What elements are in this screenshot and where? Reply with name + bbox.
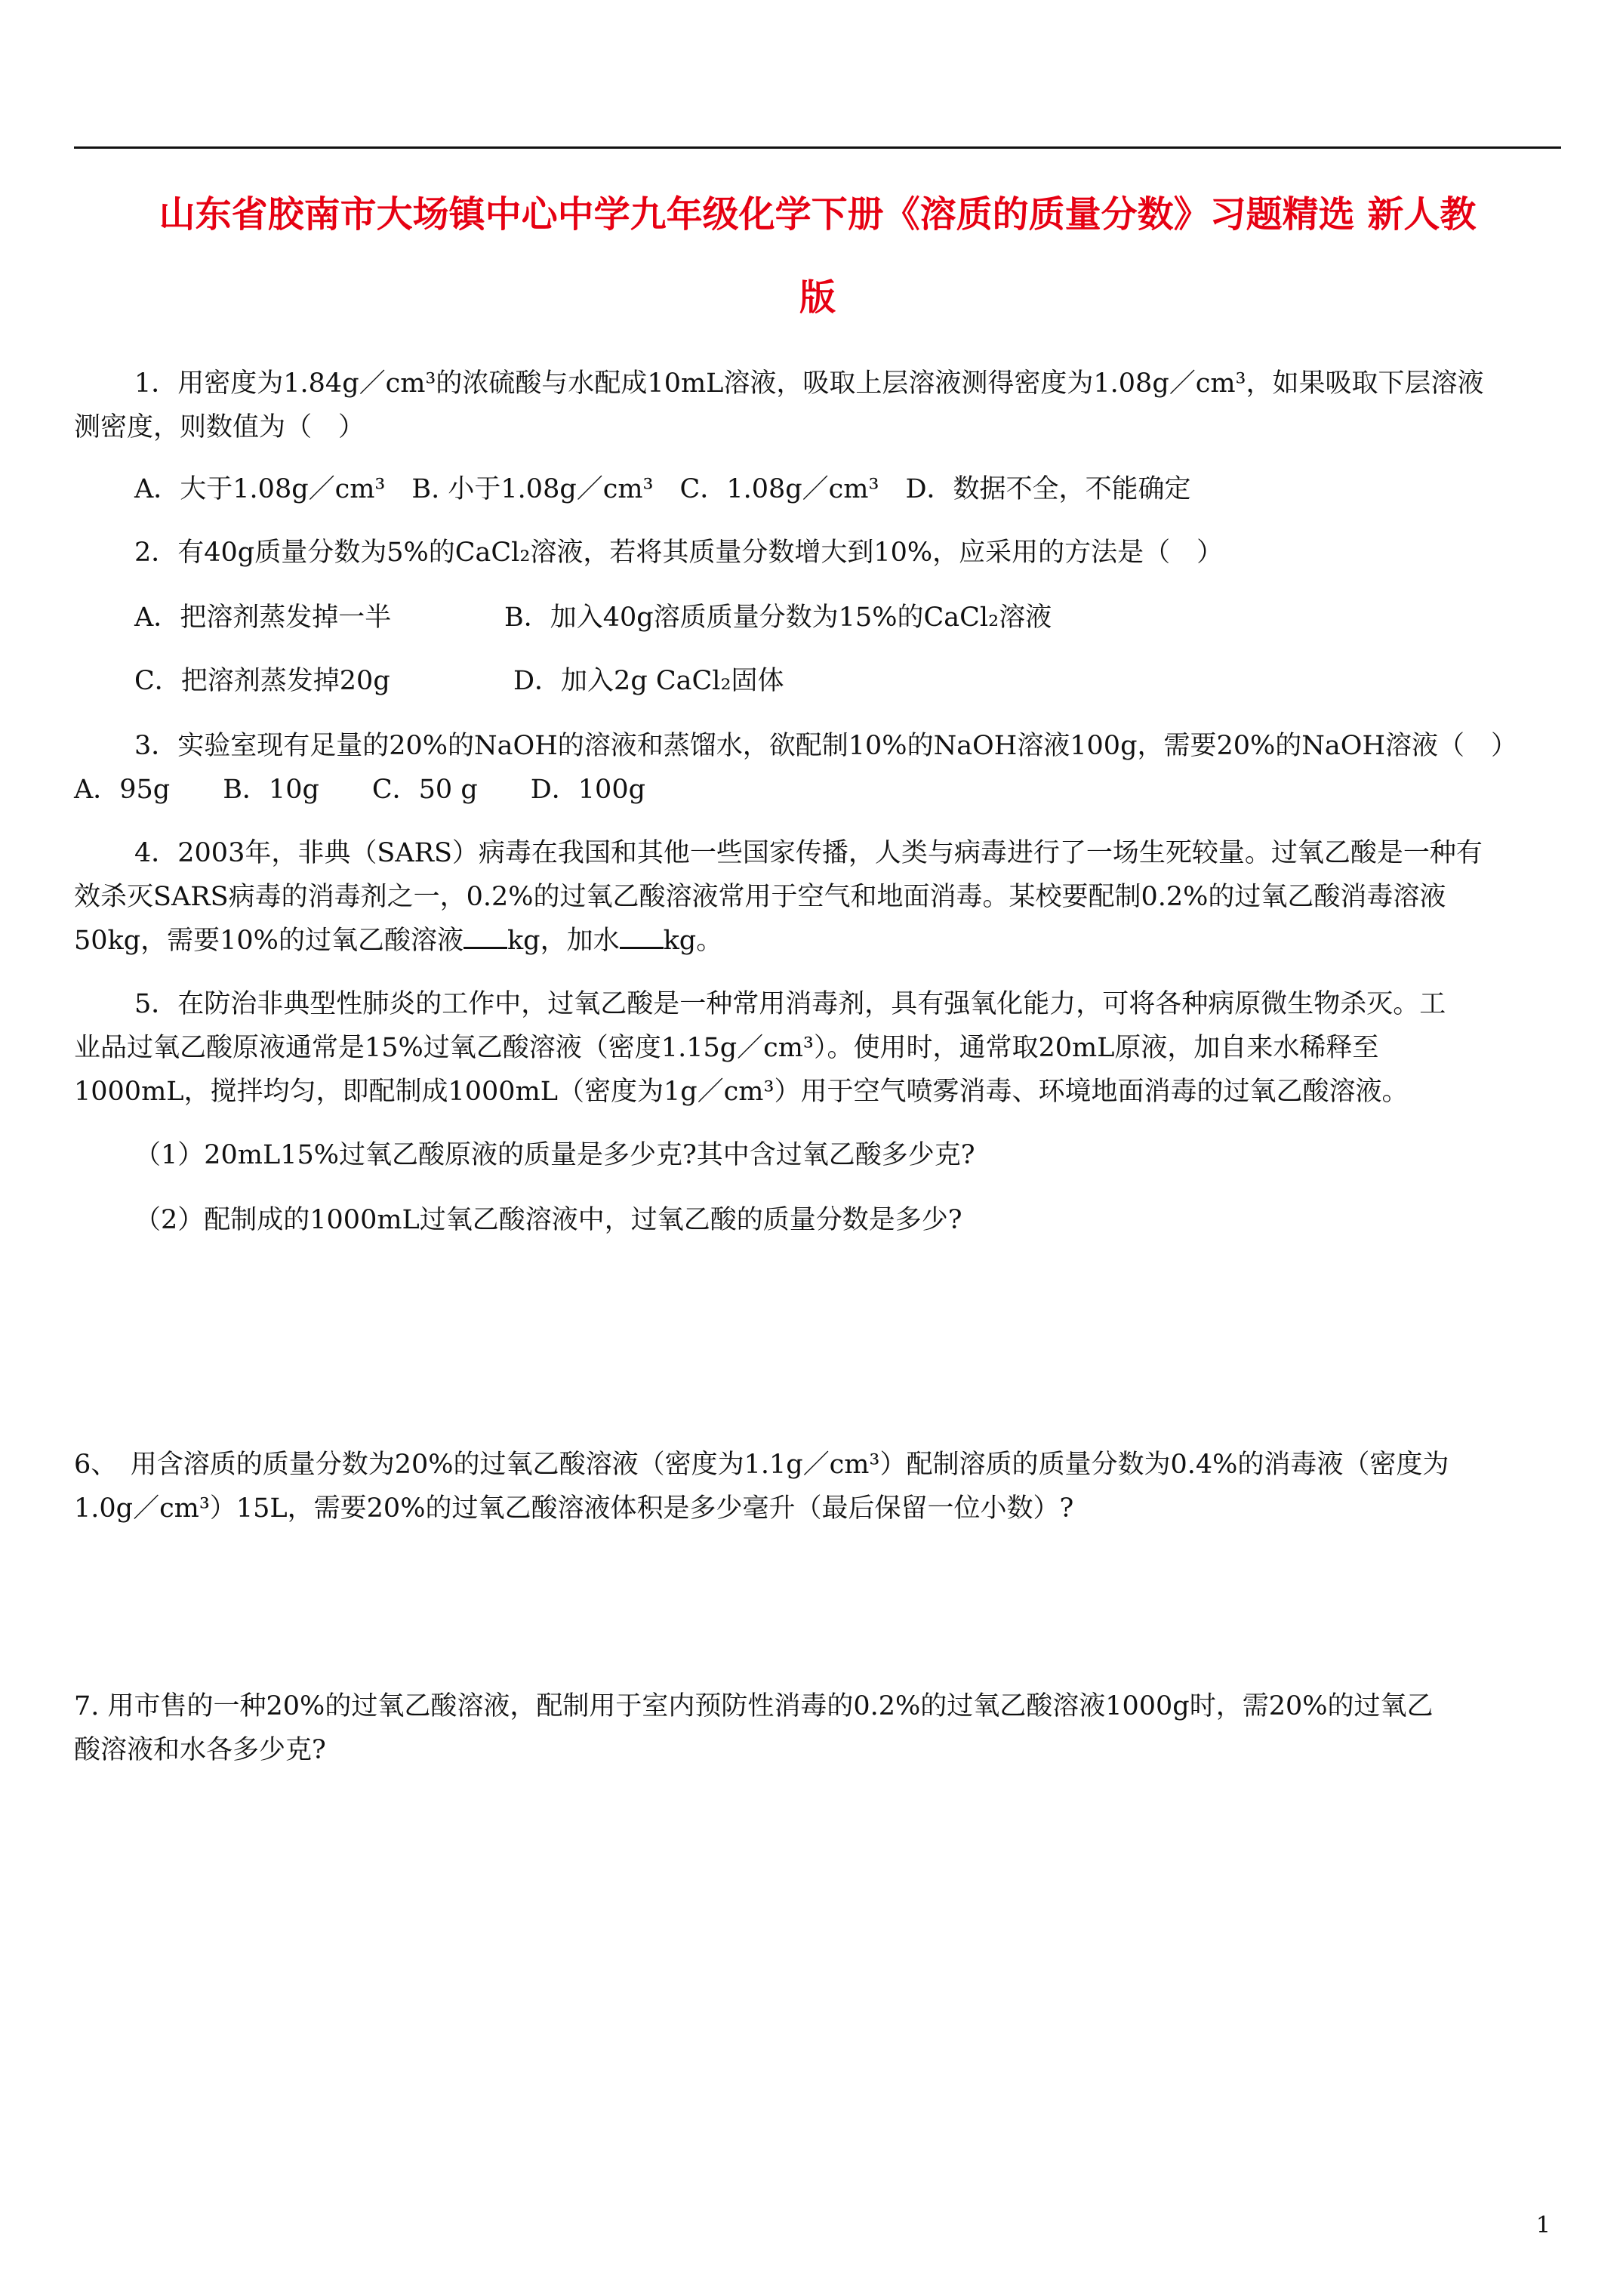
q2-option-c: C．把溶剂蒸发掉20g [134, 666, 390, 696]
q4-blank-solution[interactable] [463, 924, 507, 949]
q4-line3 [74, 924, 722, 957]
page-number: 1 [1535, 2212, 1551, 2239]
q2-option-d: D．加入2g CaCl₂固体 [513, 666, 784, 696]
q2-stem: 2．有40g质量分数为5%的CaCl₂溶液，若将其质量分数增大到10%，应采用的方法是（ ） [134, 538, 1224, 568]
q3-options: A．95g B．10g C．50 g D．100g [74, 775, 645, 805]
q3-stem: 3．实验室现有足量的20%的NaOH的溶液和蒸馏水，欲配制10%的NaOH溶液100g，需要20%的NaOH溶液（ ） [134, 731, 1517, 761]
q4-blank-water[interactable] [620, 924, 664, 949]
q4-line3-text-b: kg，加水 [507, 926, 620, 956]
q5-subquestion-1: （1）20mL15%过氧乙酸原液的质量是多少克?其中含过氧乙酸多少克? [134, 1140, 975, 1170]
q7-line2: 酸溶液和水各多少克? [74, 1735, 326, 1765]
q4-line3-text-c: kg。 [663, 926, 723, 956]
q5-line3: 1000mL，搅拌均匀，即配制成1000mL（密度为1g／cm³）用于空气喷雾消毒、环境地面消毒的过氧乙酸溶液。 [74, 1077, 1409, 1107]
q7-line1: 7. 用市售的一种20%的过氧乙酸溶液，配制用于室内预防性消毒的0.2%的过氧乙酸溶液1000g时，需20%的过氧乙 [74, 1691, 1434, 1721]
q2-option-a: A．把溶剂蒸发掉一半 [134, 603, 392, 633]
q5-line1: 5．在防治非典型性肺炎的工作中，过氧乙酸是一种常用消毒剂，具有强氧化能力，可将各种病原微生物杀灭。工 [134, 989, 1446, 1019]
q1-stem-line2: 测密度，则数值为（ ） [74, 412, 365, 442]
q1-options: A．大于1.08g／cm³ B. 小于1.08g／cm³ C．1.08g／cm³ D．数据不全，不能确定 [134, 474, 1191, 504]
q5-subquestion-2: （2）配制成的1000mL过氧乙酸溶液中，过氧乙酸的质量分数是多少? [134, 1205, 962, 1235]
q5-line2: 业品过氧乙酸原液通常是15%过氧乙酸溶液（密度1.15g／cm³）。使用时，通常取20mL原液，加自来水稀释至 [74, 1033, 1379, 1063]
document-title-line1: 山东省胶南市大场镇中心中学九年级化学下册《溶质的质量分数》习题精选 新人教 [159, 193, 1477, 236]
q6-line1: 6、 用含溶质的质量分数为20%的过氧乙酸溶液（密度为1.1g／cm³）配制溶质的质量分数为0.4%的消毒液（密度为 [74, 1450, 1449, 1480]
header-rule [74, 146, 1561, 149]
q4-line2: 效杀灭SARS病毒的消毒剂之一，0.2%的过氧乙酸溶液常用于空气和地面消毒。某校要配制0.2%的过氧乙酸消毒溶液 [74, 882, 1446, 912]
q1-stem-line1: 1．用密度为1.84g／cm³的浓硫酸与水配成10mL溶液，吸取上层溶液测得密度为1.08g／cm³，如果吸取下层溶液 [134, 368, 1484, 399]
document-title-line2: 版 [799, 276, 836, 319]
q4-line3-text-a: 50kg，需要10%的过氧乙酸溶液 [74, 926, 463, 956]
q2-option-b: B．加入40g溶质质量分数为15%的CaCl₂溶液 [504, 603, 1052, 633]
q4-line1: 4．2003年，非典（SARS）病毒在我国和其他一些国家传播，人类与病毒进行了一场生死较量。过氧乙酸是一种有 [134, 838, 1483, 868]
q6-line2: 1.0g／cm³）15L，需要20%的过氧乙酸溶液体积是多少毫升（最后保留一位小数）? [74, 1493, 1074, 1524]
